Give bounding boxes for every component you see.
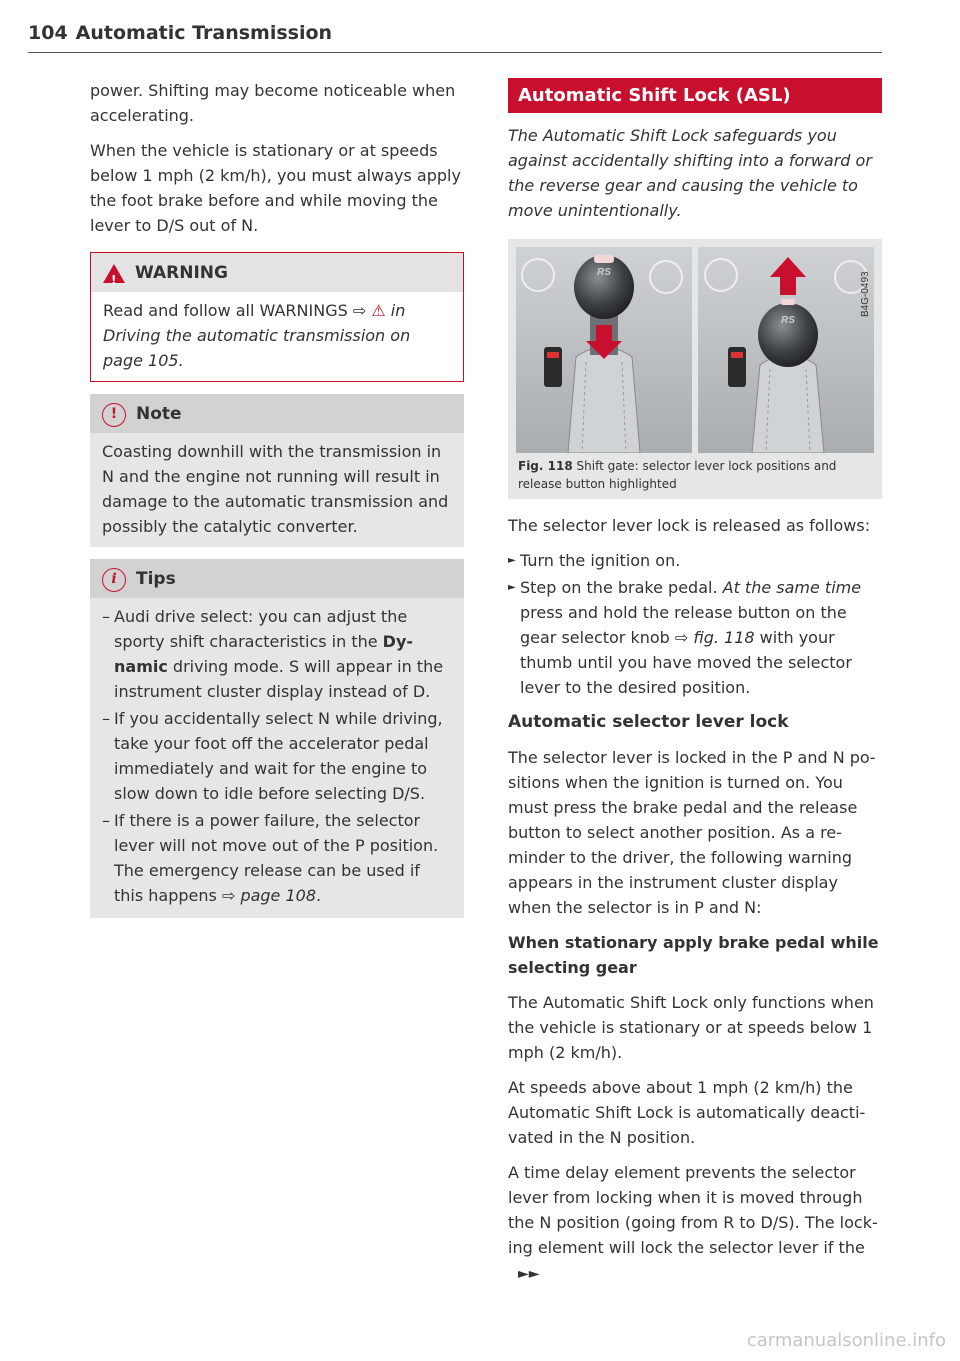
paragraph: When the vehicle is stationary or at speeds below 1 mph (2 km/h), you must always apply the foot brake before and while moving the lever to D/S out of N. — [90, 141, 461, 235]
note-text: Coasting downhill with the transmission in N and the engine not running will result in damage to the automatic transmission and possibly the catalytic converter. — [102, 442, 449, 536]
note-title: Note — [136, 404, 182, 424]
step-italic: At the same time — [722, 578, 862, 597]
watermark: carmanualsonline.info — [746, 1330, 946, 1351]
paragraph: The selector lever is locked in the P and N positions when the ignition is turned on. You must press the brake pedal and the release button to select another position. As a reminder to the driver, the following warning appears in the instrument cluster display when the selector is in P and N: — [508, 748, 876, 917]
exclamation-icon: ! — [102, 403, 126, 427]
caption-text: Shift gate: selector lever lock positions and release button highlighted — [518, 459, 837, 491]
info-icon: i — [102, 568, 126, 592]
paragraph: The Automatic Shift Lock only functions when the vehicle is stationary or at speeds below 1 mph (2 km/h). — [508, 993, 874, 1062]
tips-title: Tips — [136, 569, 176, 589]
display-message: When stationary apply brake pedal while selecting gear — [508, 933, 879, 977]
subheading: Automatic selector lever lock — [508, 712, 789, 732]
page-link[interactable]: page 108 — [240, 886, 317, 905]
knob-label: RS — [781, 315, 795, 326]
figure-image — [516, 247, 874, 453]
continue-arrow-icon: ►► — [518, 1266, 540, 1282]
warning-triangle-icon: ⚠ — [371, 301, 386, 320]
selector-knob-left — [574, 255, 634, 319]
note-header — [90, 394, 464, 433]
warning-box — [90, 252, 464, 382]
warning-text: Read and follow all WARNINGS ⇨ — [103, 301, 372, 320]
section-heading: Automatic Shift Lock (ASL) — [508, 78, 882, 113]
tip-text: driving mode. S will appear in the instrument cluster display instead of D. — [114, 657, 444, 701]
tips-body — [90, 598, 464, 918]
list-item: ► Turn the ignition on. — [508, 548, 882, 573]
section-title: Automatic Transmission — [75, 22, 333, 44]
tip-text: Audi drive select: you can adjust the sporty shift characteristics in the — [114, 607, 408, 651]
paragraph — [508, 1160, 882, 1287]
warning-triangle-icon — [103, 264, 125, 283]
warning-title: WARNING — [135, 263, 228, 283]
note-box — [90, 394, 464, 547]
page-number: 104 — [28, 22, 68, 44]
figure — [508, 239, 882, 499]
figure-caption — [516, 453, 874, 493]
paragraph: power. Shifting may become noticeable when accelerating. — [90, 81, 456, 125]
tips-box — [90, 559, 464, 918]
left-column — [90, 78, 464, 930]
tip-text: If there is a power failure, the selector lever will not move out of the P position. The emergency release can be used if this happens ⇨ — [114, 811, 439, 905]
paragraph: The selector lever lock is released as follows: — [508, 516, 871, 535]
shift-gate-illustration — [516, 247, 874, 453]
warning-body — [91, 292, 463, 381]
warning-link[interactable]: in Driving the automatic transmission on page 105. — [103, 301, 411, 370]
tip-bold: Dynamic — [114, 632, 414, 676]
list-item — [102, 808, 452, 908]
knob-label: RS — [597, 267, 611, 278]
paragraph: At speeds above about 1 mph (2 km/h) the Automatic Shift Lock is automatically deactivated in the N position. — [508, 1078, 866, 1147]
list-item — [508, 575, 882, 700]
figure-label: Fig. 118 — [518, 459, 573, 473]
page-header — [28, 22, 882, 53]
figure-code: B4G-0493 — [860, 271, 871, 317]
selector-knob-right — [758, 303, 818, 367]
tips-header — [90, 559, 464, 598]
list-item — [102, 604, 452, 704]
warning-header — [91, 253, 463, 292]
step-text: Step on the brake pedal. — [520, 578, 723, 597]
paragraph-text: A time delay element prevents the selector lever from locking when it is moved through the N position (going from R to D/S). The locking element will lock the selector lever if the — [508, 1163, 878, 1257]
step-text: press and hold the release button on the gear selector knob ⇨ — [520, 603, 847, 647]
figure-link[interactable]: fig. 118 — [693, 628, 755, 647]
tip-text: . — [316, 886, 322, 905]
step-text: with your thumb until you have moved the selector lever to the desired position. — [520, 628, 852, 697]
list-item: – If you accidentally select N while driving, take your foot off the accelerator pedal immediately and wait for the engine to slow down to idle before selecting D/S. — [102, 706, 452, 806]
intro-text: The Automatic Shift Lock safeguards you against accidentally shifting into a forward or the reverse gear and causing the vehicle to move unintentionally. — [508, 126, 872, 220]
right-column — [508, 78, 882, 1297]
step-list — [508, 548, 882, 700]
